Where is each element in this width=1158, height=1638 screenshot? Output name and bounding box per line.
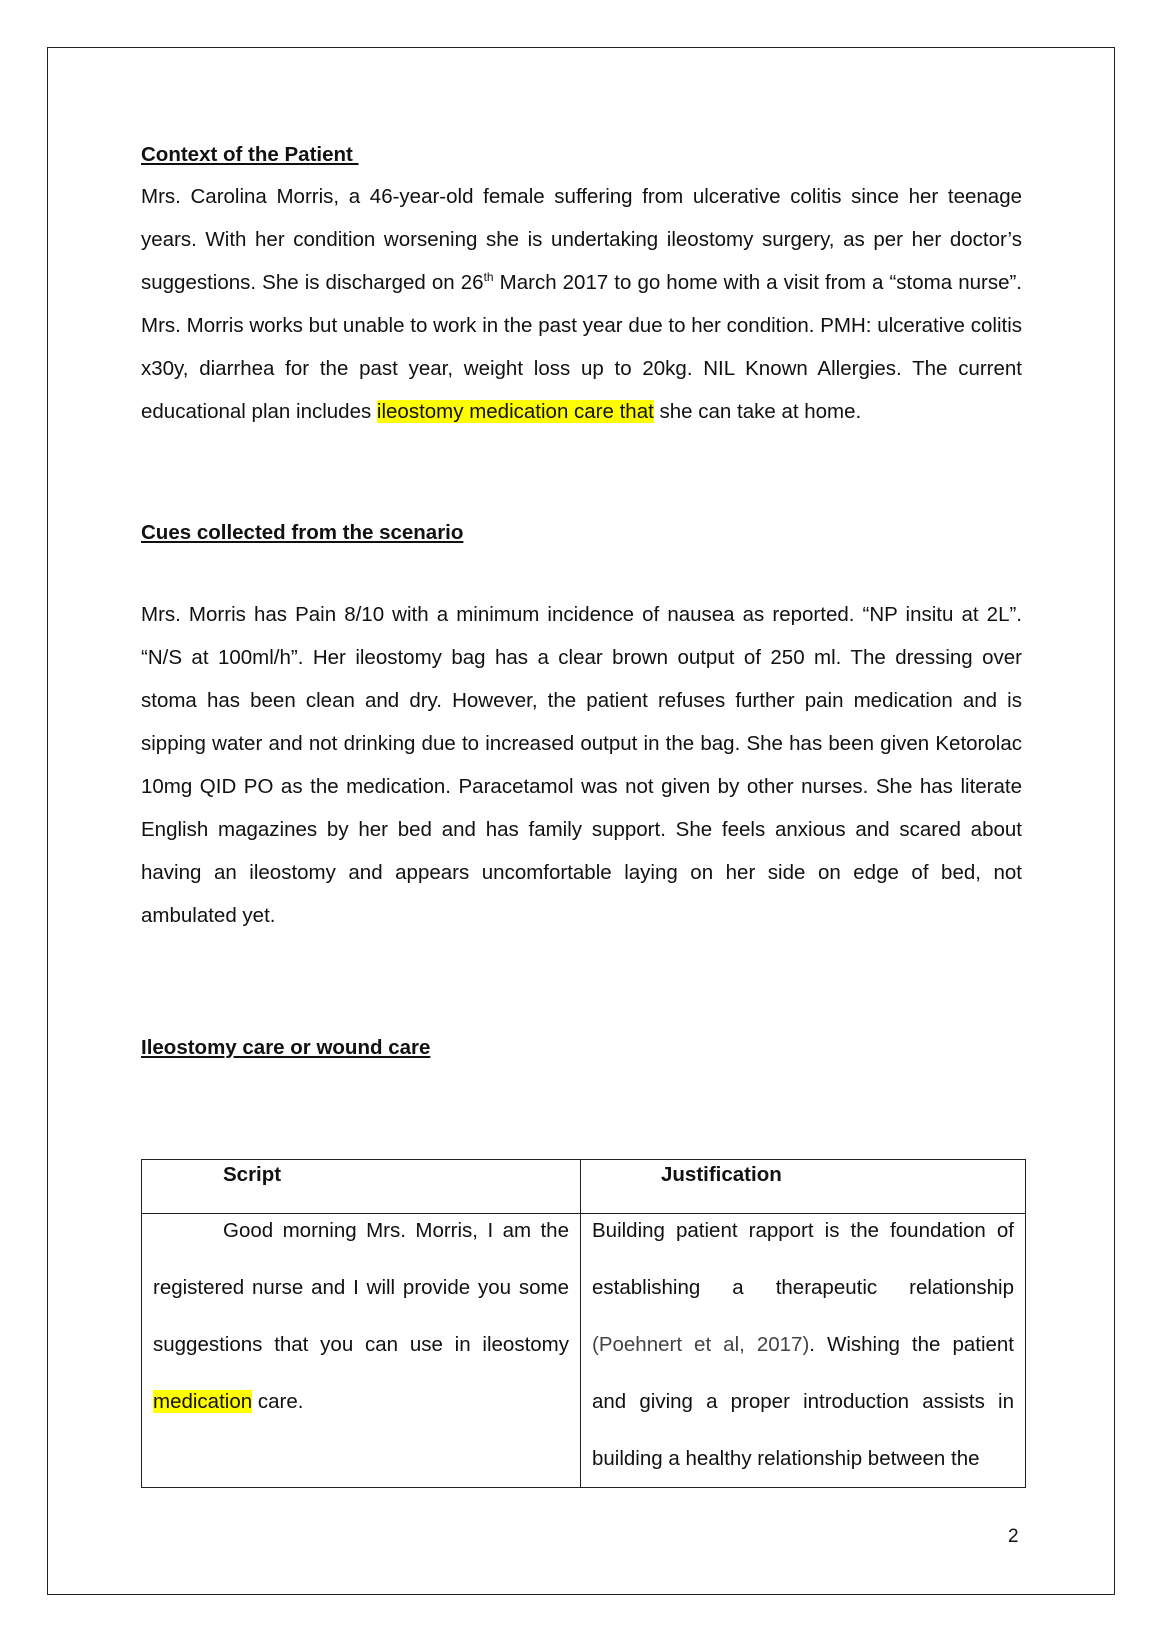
cues-heading: Cues collected from the scenario — [141, 521, 464, 544]
script-text-1: Good morning Mrs. Morris, I am the registered nurse and I will provide you some suggestions that you can use in ileostomy — [153, 1219, 569, 1356]
justification-text-1: Building patient rapport is the foundation of establishing a therapeutic relationship — [592, 1219, 1014, 1299]
context-text-2: March 2017 to go home with a visit from a “stoma nurse”. Mrs. Morris works but unable to work in the past year due to her condition. PMH: ulcerative colitis x30y, diarrhea for the past year, weight loss up to 20kg. NIL Known Allergies. The current educational plan includes — [141, 271, 1022, 423]
justification-cell — [581, 1214, 1026, 1488]
script-header: Script — [223, 1163, 282, 1186]
context-heading: Context of the Patient — [141, 143, 359, 166]
script-cell — [142, 1214, 581, 1488]
script-text — [153, 1202, 569, 1430]
table-row — [142, 1214, 1026, 1488]
context-text-1: Mrs. Carolina Morris, a 46-year-old female suffering from ulcerative colitis since her teenage years. With her condition worsening she is undertaking ileostomy surgery, as per her doctor’s suggestions. She is discharged on 26 — [141, 185, 1022, 294]
care-heading: Ileostomy care or wound care — [141, 1036, 431, 1059]
date-superscript: th — [483, 270, 494, 285]
context-paragraph — [141, 175, 1022, 433]
reference-citation: (Poehnert et al, 2017) — [592, 1333, 810, 1356]
cues-paragraph: Mrs. Morris has Pain 8/10 with a minimum incidence of nausea as reported. “NP insitu at 2L”. “N/S at 100ml/h”. Her ileostomy bag has a clear brown output of 250 ml. The dressing over stoma has been clean and dry. However, the patient refuses further pain medication and is sipping water and not drinking due to increased output in the bag. She has been given Ketorolac 10mg QID PO as the medication. Paracetamol was not given by other nurses. She has literate English magazines by her bed and has family support. She feels anxious and scared about having an ileostomy and appears uncomfortable laying on her side on edge of bed, not ambulated yet. — [141, 603, 1022, 927]
justification-header: Justification — [661, 1163, 782, 1186]
justification-text-2: . Wishing the patient and giving a proper introduction assists in building a healthy relationship between the — [592, 1333, 1014, 1470]
document-body — [141, 140, 1022, 1063]
page-number: 2 — [1008, 1526, 1019, 1547]
context-text-3: she can take at home. — [653, 400, 862, 423]
highlighted-phrase: ileostomy medication care that — [376, 400, 654, 423]
care-table — [141, 1159, 1026, 1488]
script-text-2: care. — [252, 1390, 304, 1413]
justification-text — [592, 1202, 1014, 1487]
script-highlight: medication — [153, 1390, 253, 1413]
